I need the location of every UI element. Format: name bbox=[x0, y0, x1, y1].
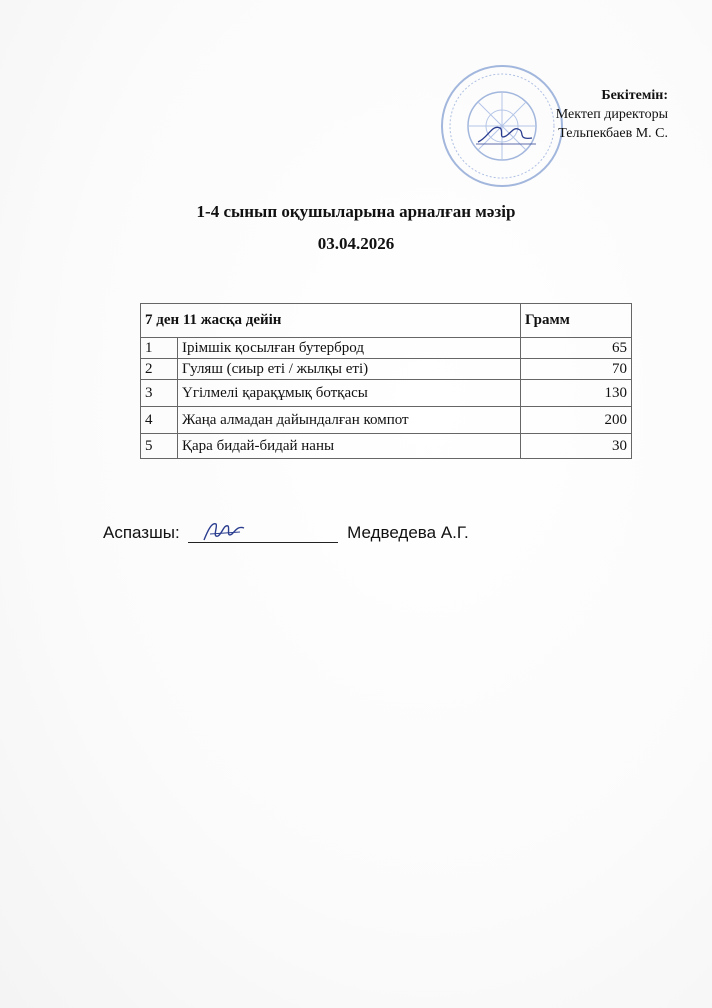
menu-table bbox=[140, 303, 632, 459]
page-title: 1-4 сынып оқушыларына арналған мәзір bbox=[196, 202, 516, 221]
menu-date: 03.04.2026 bbox=[317, 234, 395, 253]
row-gram: 200 bbox=[521, 407, 632, 434]
table-row bbox=[141, 338, 632, 359]
row-gram: 30 bbox=[521, 434, 632, 459]
table-header-row bbox=[141, 304, 632, 338]
row-gram: 130 bbox=[521, 380, 632, 407]
approval-block bbox=[556, 86, 668, 143]
row-number: 4 bbox=[141, 407, 178, 434]
cook-label: Аспазшы: bbox=[103, 523, 180, 542]
approval-name: Тельпекбаев М. С. bbox=[558, 126, 668, 141]
cook-name: Медведева А.Г. bbox=[347, 523, 469, 542]
row-gram: 65 bbox=[521, 338, 632, 359]
director-signature-icon bbox=[474, 118, 538, 148]
table-row bbox=[141, 407, 632, 434]
row-dish: Жаңа алмадан дайындалған компот bbox=[178, 407, 521, 434]
table-row bbox=[141, 434, 632, 459]
row-dish: Ірімшік қосылған бутерброд bbox=[178, 338, 521, 359]
approval-label: Бекітемін: bbox=[601, 88, 668, 103]
row-dish: Гуляш (сиыр еті / жылқы еті) bbox=[178, 359, 521, 380]
approval-position: Мектеп директоры bbox=[555, 107, 668, 122]
row-dish: Үгілмелі қарақұмық ботқасы bbox=[178, 380, 521, 407]
row-dish: Қара бидай-бидай наны bbox=[178, 434, 521, 459]
cook-signature-icon bbox=[200, 516, 248, 546]
row-number: 1 bbox=[141, 338, 178, 359]
row-number: 2 bbox=[141, 359, 178, 380]
table-row bbox=[141, 359, 632, 380]
header-gram: Грамм bbox=[521, 304, 632, 338]
row-gram: 70 bbox=[521, 359, 632, 380]
table-row bbox=[141, 380, 632, 407]
row-number: 3 bbox=[141, 380, 178, 407]
header-age-group: 7 ден 11 жасқа дейін bbox=[141, 304, 521, 338]
cook-signature-line bbox=[103, 523, 469, 543]
row-number: 5 bbox=[141, 434, 178, 459]
